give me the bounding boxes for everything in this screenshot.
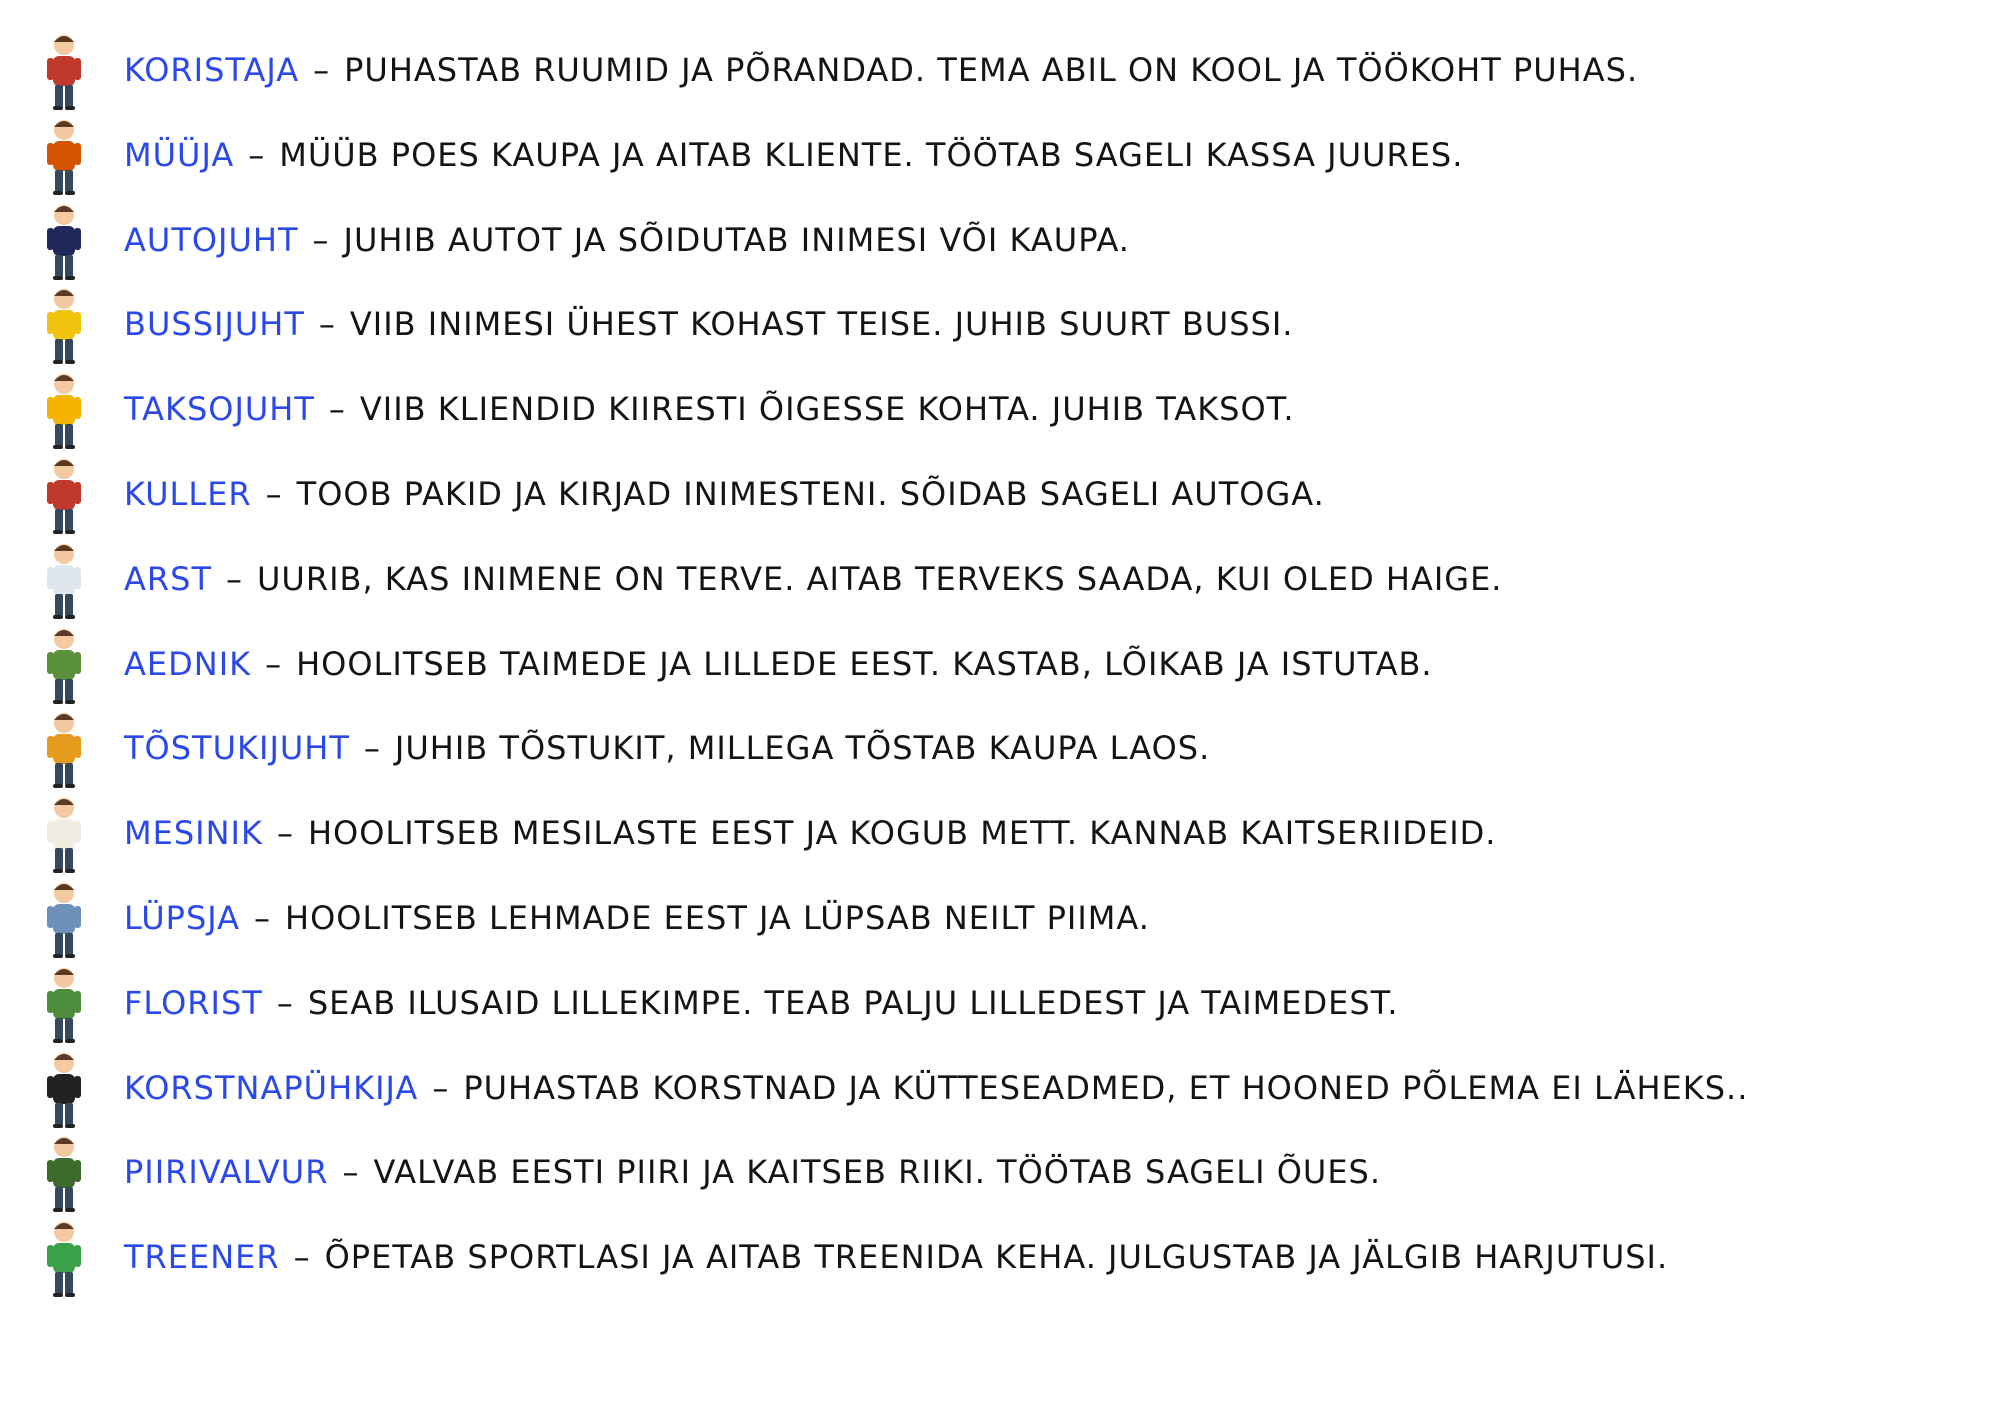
separator-dash: – [432,1068,450,1107]
separator-dash: – [276,983,294,1022]
border-guard-icon [30,1130,98,1214]
profession-line [124,729,1210,767]
profession-title: BUSSIJUHT [124,305,305,344]
profession-description: PUHASTAB RUUMID JA PÕRANDAD. TEMA ABIL ON KOOL JA TÖÖKOHT PUHAS. [344,51,1639,89]
separator-dash: – [254,899,272,937]
separator-dash: – [265,475,283,513]
coach-icon [30,1215,98,1299]
profession-line [124,645,1433,683]
profession-row [30,1130,1381,1214]
florist-icon [30,961,98,1045]
profession-row [30,113,1463,197]
beekeeper-icon [30,791,98,875]
profession-title: TREENER [124,1238,280,1277]
profession-description: HOOLITSEB MESILASTE EEST JA KOGUB METT. KANNAB KAITSERIIDEID. [307,814,1497,853]
profession-line [124,899,1150,937]
profession-row [30,537,1502,621]
profession-row [30,28,1638,112]
chimney-sweep-icon [30,1046,98,1130]
profession-title: KULLER [124,475,252,513]
profession-row [30,1215,1668,1299]
profession-line [124,390,1295,428]
taxi-driver-icon [30,367,98,451]
profession-title: KORISTAJA [124,51,300,89]
separator-dash: – [248,135,266,174]
separator-dash: – [363,729,381,768]
profession-row [30,706,1210,790]
profession-line [124,475,1325,513]
profession-line [124,136,1463,174]
profession-description: VIIB INIMESI ÜHEST KOHAST TEISE. JUHIB SUURT BUSSI. [349,305,1294,344]
separator-dash: – [225,559,243,598]
profession-line [124,51,1638,89]
profession-line [124,1238,1668,1276]
profession-description: HOOLITSEB TAIMEDE JA LILLEDE EEST. KASTAB, LÕIKAB JA ISTUTAB. [296,644,1433,683]
forklift-driver-icon [30,706,98,790]
profession-description: MÜÜB POES KAUPA JA AITAB KLIENTE. TÖÖTAB SAGELI KASSA JUURES. [279,135,1464,174]
cleaner-icon [30,28,98,112]
profession-line [124,1153,1381,1191]
profession-line [124,221,1130,259]
gardener-icon [30,622,98,706]
driver-icon [30,198,98,282]
separator-dash: – [342,1153,360,1192]
profession-description: VALVAB EESTI PIIRI JA KAITSEB RIIKI. TÖÖTAB SAGELI ÕUES. [373,1153,1382,1192]
profession-description: JUHIB TÕSTUKIT, MILLEGA TÕSTAB KAUPA LAOS. [394,729,1211,768]
separator-dash: – [313,51,331,89]
profession-row [30,367,1295,451]
profession-line [124,1069,1748,1107]
profession-title: FLORIST [124,983,263,1022]
doctor-icon [30,537,98,621]
profession-title: AUTOJUHT [124,220,299,259]
profession-line [124,560,1502,598]
separator-dash: – [318,305,336,344]
profession-description: JUHIB AUTOT JA SÕIDUTAB INIMESI VÕI KAUPA. [343,220,1130,259]
profession-row [30,791,1496,875]
profession-description: SEAB ILUSAID LILLEKIMPE. TEAB PALJU LILLEDEST JA TAIMEDEST. [307,983,1399,1022]
separator-dash: – [312,220,330,259]
profession-row [30,198,1130,282]
profession-title: TÕSTUKIJUHT [124,729,350,768]
profession-row [30,622,1433,706]
profession-description: VIIB KLIENDID KIIRESTI ÕIGESSE KOHTA. JUHIB TAKSOT. [359,390,1295,429]
separator-dash: – [265,644,283,683]
profession-description: ÕPETAB SPORTLASI JA AITAB TREENIDA KEHA. JULGUSTAB JA JÄLGIB HARJUTUSI. [324,1238,1669,1277]
profession-title: AEDNIK [124,644,252,683]
profession-title: LÜPSJA [124,899,241,937]
profession-title: MESINIK [124,814,263,853]
profession-title: KORSTNAPÜHKIJA [124,1068,419,1107]
profession-row [30,961,1399,1045]
profession-description: HOOLITSEB LEHMADE EEST JA LÜPSAB NEILT PIIMA. [285,899,1150,937]
profession-description: UURIB, KAS INIMENE ON TERVE. AITAB TERVEKS SAADA, KUI OLED HAIGE. [256,559,1503,598]
profession-description: PUHASTAB KORSTNAD JA KÜTTESEADMED, ET HOONED PÕLEMA EI LÄHEKS.. [463,1068,1749,1107]
profession-title: PIIRIVALVUR [124,1153,329,1192]
profession-line [124,814,1496,852]
profession-row [30,1046,1748,1130]
bus-driver-icon [30,282,98,366]
milker-icon [30,876,98,960]
courier-icon [30,452,98,536]
profession-description: TOOB PAKID JA KIRJAD INIMESTENI. SÕIDAB SAGELI AUTOGA. [296,475,1325,513]
profession-row [30,282,1293,366]
profession-line [124,305,1293,343]
seller-icon [30,113,98,197]
profession-title: ARST [124,559,212,598]
profession-row [30,452,1325,536]
profession-title: TAKSOJUHT [124,390,315,429]
profession-title: MÜÜJA [124,135,235,174]
separator-dash: – [328,390,346,429]
separator-dash: – [276,814,294,853]
separator-dash: – [293,1238,311,1277]
profession-row [30,876,1150,960]
profession-line [124,984,1399,1022]
